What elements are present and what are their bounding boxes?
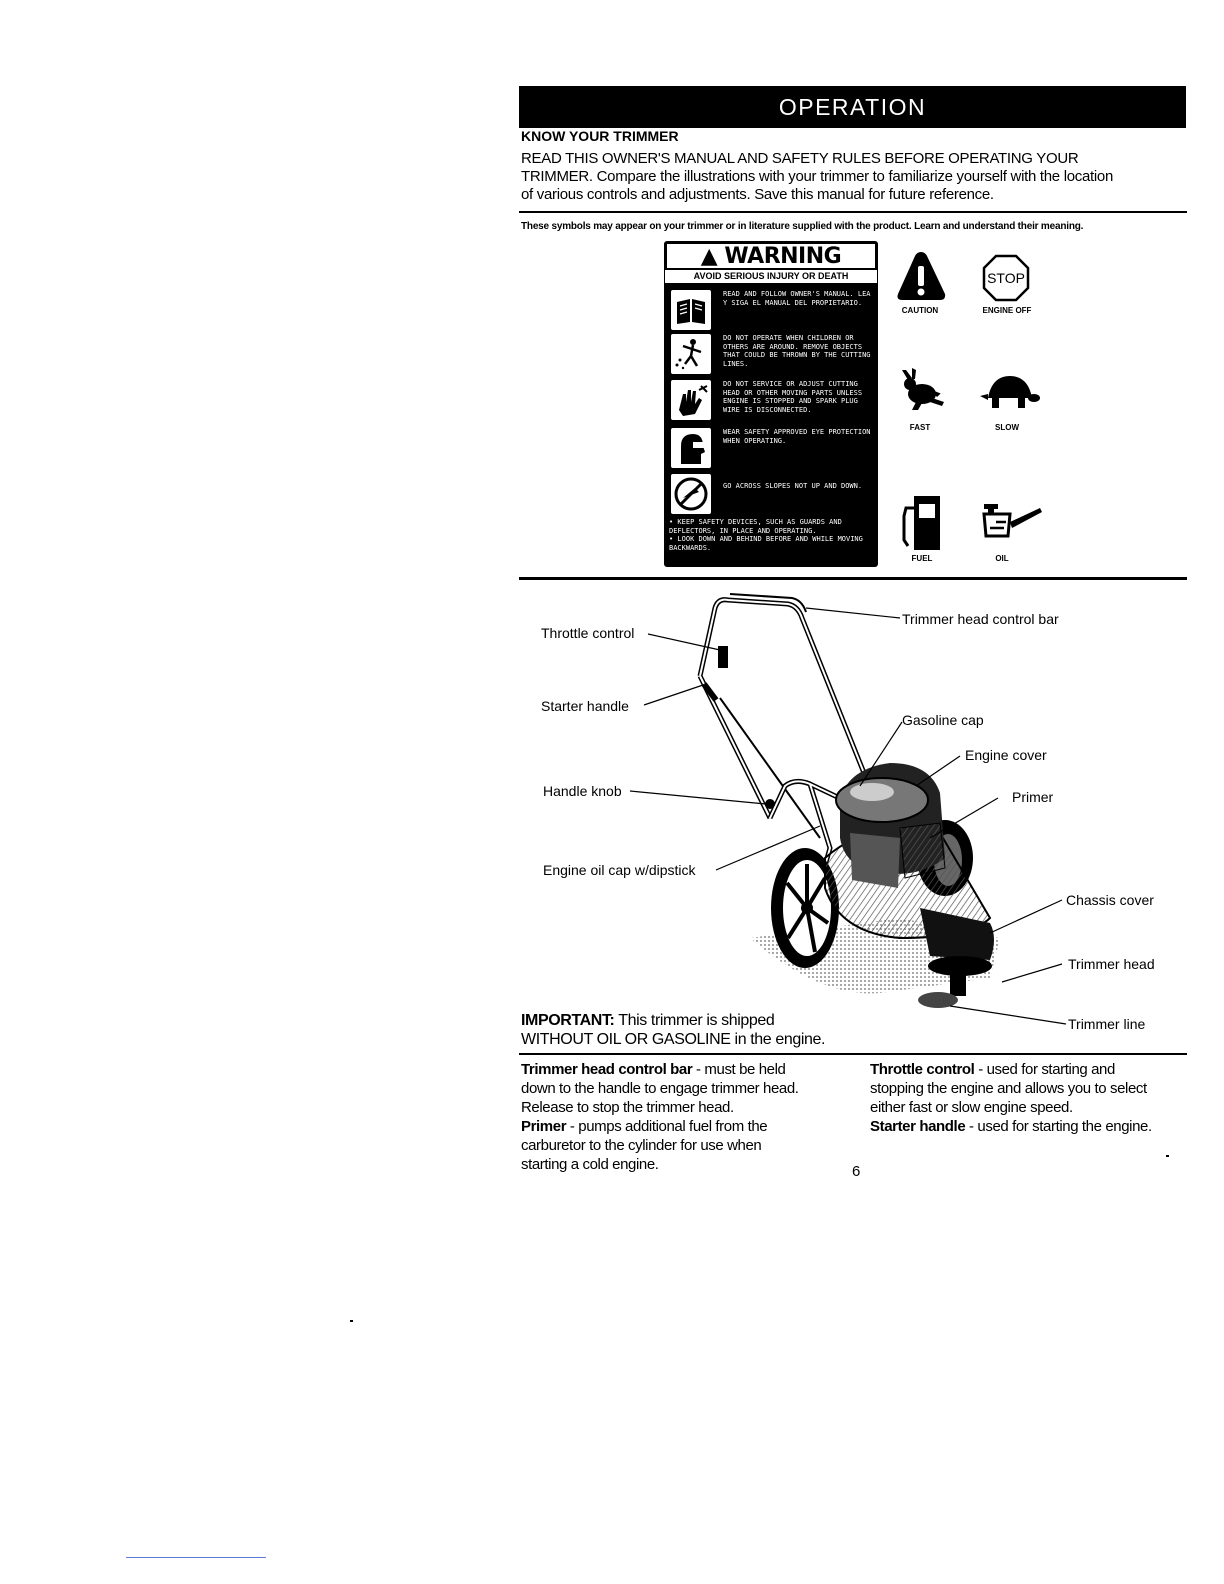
rabbit-fast-icon xyxy=(898,368,948,412)
label-gasoline-cap: Gasoline cap xyxy=(902,712,984,728)
warning-row-text: DO NOT SERVICE OR ADJUST CUTTING HEAD OR OTHER MOVING PARTS UNLESS ENGINE IS STOPPED AND SPARK PLUG WIRE IS DISCONNECTED. xyxy=(723,380,863,414)
stop-sign-icon xyxy=(982,254,1030,302)
scan-speck xyxy=(350,1320,353,1322)
fuel-pump-icon xyxy=(900,492,946,554)
trimmer-line-shape xyxy=(918,992,958,1008)
oil-label: OIL xyxy=(995,554,1009,563)
scan-speck xyxy=(1166,1155,1169,1157)
warning-row-text: GO ACROSS SLOPES NOT UP AND DOWN. xyxy=(723,482,863,490)
page-number: 6 xyxy=(852,1163,861,1180)
description-right: Throttle control - used for starting and stopping the engine and allows you to select either fast or slow engine speed. Starter handle - used for starting the engine. xyxy=(870,1061,1152,1135)
manual-icon xyxy=(671,290,711,330)
label-engine-oil-cap: Engine oil cap w/dipstick xyxy=(543,862,696,878)
label-trimmer-head-control-bar: Trimmer head control bar xyxy=(902,611,1059,627)
label-handle-knob: Handle knob xyxy=(543,783,622,799)
turtle-slow-icon xyxy=(976,374,1040,412)
warning-bullet: • KEEP SAFETY DEVICES, SUCH AS GUARDS AND DEFLECTORS, IN PLACE AND OPERATING. xyxy=(669,518,842,535)
hand-cutting-icon xyxy=(671,380,711,420)
gas-cap-shape xyxy=(850,783,894,801)
divider xyxy=(519,211,1187,213)
label-trimmer-line: Trimmer line xyxy=(1068,1016,1146,1032)
caution-icon xyxy=(895,250,947,302)
intro-line: of various controls and adjustments. Save this manual for future reference. xyxy=(521,186,994,203)
term-primer: Primer xyxy=(521,1118,567,1135)
divider xyxy=(519,577,1187,580)
warning-title: ▲ WARNING xyxy=(665,242,877,270)
label-engine-cover: Engine cover xyxy=(965,747,1047,763)
eye-protection-icon xyxy=(671,428,711,468)
caution-label: CAUTION xyxy=(901,306,939,315)
intro-line: TRIMMER. Compare the illustrations with your trimmer to familiarize yourself with the location xyxy=(521,168,1113,185)
warning-triangle-icon: ▲ xyxy=(700,244,718,269)
oil-can-icon xyxy=(982,500,1044,540)
warning-row-text: DO NOT OPERATE WHEN CHILDREN OR OTHERS ARE AROUND. REMOVE OBJECTS THAT COULD BE THROWN BY THE CUTTING LINES. xyxy=(723,334,871,368)
section-title: KNOW YOUR TRIMMER xyxy=(521,128,679,144)
label-starter-handle: Starter handle xyxy=(541,698,629,714)
term-throttle: Throttle control xyxy=(870,1061,975,1078)
warning-label xyxy=(664,241,878,567)
scan-line xyxy=(126,1557,266,1558)
warning-bullet: • LOOK DOWN AND BEHIND BEFORE AND WHILE MOVING BACKWARDS. xyxy=(669,535,863,552)
intro-paragraph xyxy=(521,150,1187,204)
warning-subtitle: AVOID SERIOUS INJURY OR DEATH xyxy=(665,270,877,283)
symbols-note: These symbols may appear on your trimmer or in literature supplied with the product. Learn and understand their meaning. xyxy=(521,221,1084,232)
label-chassis-cover: Chassis cover xyxy=(1066,892,1154,908)
slow-label: SLOW xyxy=(995,423,1019,432)
description-left: Trimmer head control bar - must be held down to the handle to engage trimmer head. Release to stop the trimmer head. Primer - pumps additional fuel from the carburetor to the cylinder for use when starting a cold engine. xyxy=(521,1061,799,1173)
label-primer: Primer xyxy=(1012,789,1054,805)
section-header-title: OPERATION xyxy=(778,94,927,120)
warning-row-text: READ AND FOLLOW OWNER'S MANUAL. LEA Y SIGA EL MANUAL DEL PROPIETARIO. xyxy=(723,290,871,307)
term-starter: Starter handle xyxy=(870,1118,966,1135)
thrown-objects-icon xyxy=(671,334,711,374)
warning-bullets xyxy=(669,518,873,552)
term-control-bar: Trimmer head control bar xyxy=(521,1061,693,1078)
slope-icon xyxy=(671,474,711,514)
section-header-bar xyxy=(519,86,1186,128)
stop-sign-text: STOP xyxy=(987,270,1025,286)
important-note: IMPORTANT: This trimmer is shipped WITHOUT OIL OR GASOLINE in the engine. xyxy=(521,1012,826,1048)
fast-label: FAST xyxy=(909,423,931,432)
label-throttle-control: Throttle control xyxy=(541,625,635,641)
handle-knob xyxy=(765,799,775,809)
divider xyxy=(519,1053,1187,1055)
important-label: IMPORTANT: xyxy=(521,1012,615,1029)
label-trimmer-head: Trimmer head xyxy=(1068,956,1155,972)
warning-row-text: WEAR SAFETY APPROVED EYE PROTECTION WHEN OPERATING. xyxy=(723,428,871,445)
intro-line: READ THIS OWNER'S MANUAL AND SAFETY RULES BEFORE OPERATING YOUR xyxy=(521,150,1079,167)
fuel-label: FUEL xyxy=(911,554,933,563)
engine-off-label: ENGINE OFF xyxy=(982,306,1032,315)
